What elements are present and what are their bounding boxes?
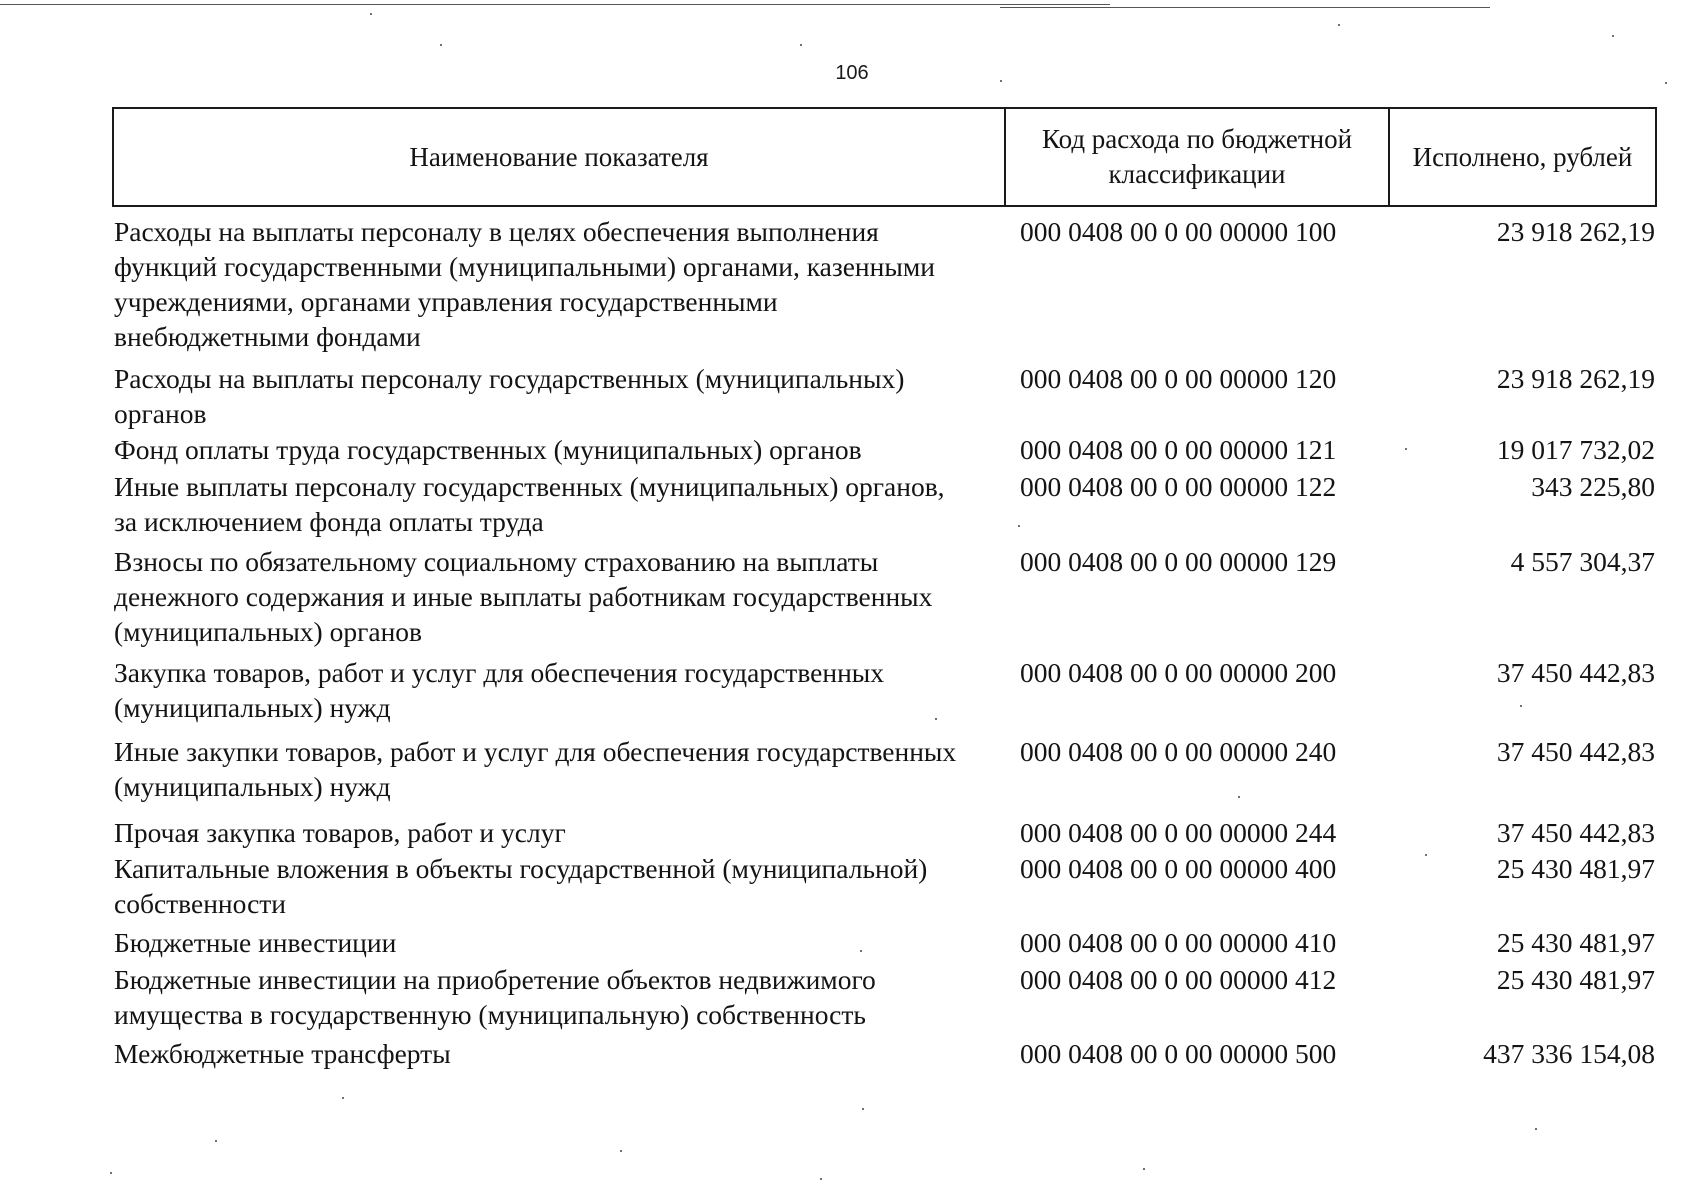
scan-speck [1535,1128,1537,1130]
scan-top-rule [0,4,1110,5]
scan-speck [342,1097,344,1099]
header-amount: Исполнено, рублей [1412,141,1633,172]
scan-speck [1405,448,1407,450]
row-name: Закупка товаров, работ и услуг для обеспечения государственных (муниципальных) нужд [114,657,885,723]
row-code: 000 0408 00 0 00 00000 100 [1020,216,1337,247]
row-code: 000 0408 00 0 00 00000 121 [1020,434,1337,465]
scan-speck [110,1172,112,1174]
row-amount: 37 450 442,83 [1496,736,1655,767]
row-name: Фонд оплаты труда государственных (муниципальных) органов [114,434,862,465]
scan-speck [1338,24,1340,26]
row-amount: 23 918 262,19 [1496,216,1655,247]
row-amount: 37 450 442,83 [1496,817,1655,848]
row-amount: 37 450 442,83 [1496,657,1655,688]
scan-speck [1018,525,1020,527]
row-amount: 25 430 481,97 [1496,853,1655,884]
row-name: Иные выплаты персоналу государственных (муниципальных) органов, за исключением фонда оплаты труда [114,471,945,537]
row-code: 000 0408 00 0 00 00000 120 [1020,363,1337,394]
scan-speck [1238,796,1240,798]
scan-speck [1000,80,1002,82]
row-name: Иные закупки товаров, работ и услуг для обеспечения государственных (муниципальных) нужд [114,736,957,802]
scan-speck [860,950,862,952]
row-name: Взносы по обязательному социальному страхованию на выплаты денежного содержания и иные выплаты работникам государственных (муниципальных) органов [114,546,933,647]
scan-speck [440,44,442,46]
scan-speck [1612,35,1614,37]
row-code: 000 0408 00 0 00 00000 500 [1020,1038,1337,1069]
scan-speck [800,44,802,46]
row-name: Бюджетные инвестиции [114,927,397,958]
header-code: Код расхода по бюджетной классификации [1041,124,1353,189]
row-amount: 25 430 481,97 [1496,927,1655,958]
row-code: 000 0408 00 0 00 00000 122 [1020,471,1337,502]
scan-speck [820,1178,822,1180]
scan-speck [1143,1168,1145,1170]
scan-top-rule [1000,7,1490,8]
scan-speck [935,718,937,720]
scan-speck [370,13,372,15]
row-name: Прочая закупка товаров, работ и услуг [114,817,566,848]
scan-speck [1520,705,1522,707]
row-code: 000 0408 00 0 00 00000 240 [1020,736,1337,767]
row-code: 000 0408 00 0 00 00000 200 [1020,657,1337,688]
row-amount: 343 225,80 [1531,471,1655,502]
row-amount: 25 430 481,97 [1496,964,1655,995]
row-name: Расходы на выплаты персоналу государственных (муниципальных) органов [114,363,905,429]
row-name: Межбюджетные трансферты [114,1038,451,1069]
row-name: Бюджетные инвестиции на приобретение объектов недвижимого имущества в государственную (муниципальную) собственность [114,964,876,1030]
row-code: 000 0408 00 0 00 00000 129 [1020,546,1337,577]
table-header [112,107,1657,207]
scan-speck [620,1150,622,1152]
scan-speck [215,1140,217,1142]
row-amount: 4 557 304,37 [1510,546,1655,577]
row-amount: 19 017 732,02 [1496,434,1655,465]
row-name: Расходы на выплаты персоналу в целях обеспечения выполнения функций государственными (муниципальными) органами, казенными учреждениями, органами управления государственными внебюджетными фондами [114,216,935,352]
row-code: 000 0408 00 0 00 00000 244 [1020,817,1337,848]
row-name: Капитальные вложения в объекты государственной (муниципальной) собственности [114,853,928,919]
page-number: 106 [835,62,869,84]
scan-speck [862,1108,864,1110]
scan-speck [1665,82,1667,84]
row-amount: 437 336 154,08 [1483,1038,1655,1069]
scan-speck [1425,854,1427,856]
row-code: 000 0408 00 0 00 00000 400 [1020,853,1337,884]
row-amount: 23 918 262,19 [1496,363,1655,394]
row-code: 000 0408 00 0 00 00000 410 [1020,927,1337,958]
row-code: 000 0408 00 0 00 00000 412 [1020,964,1337,995]
header-name: Наименование показателя [409,141,709,172]
